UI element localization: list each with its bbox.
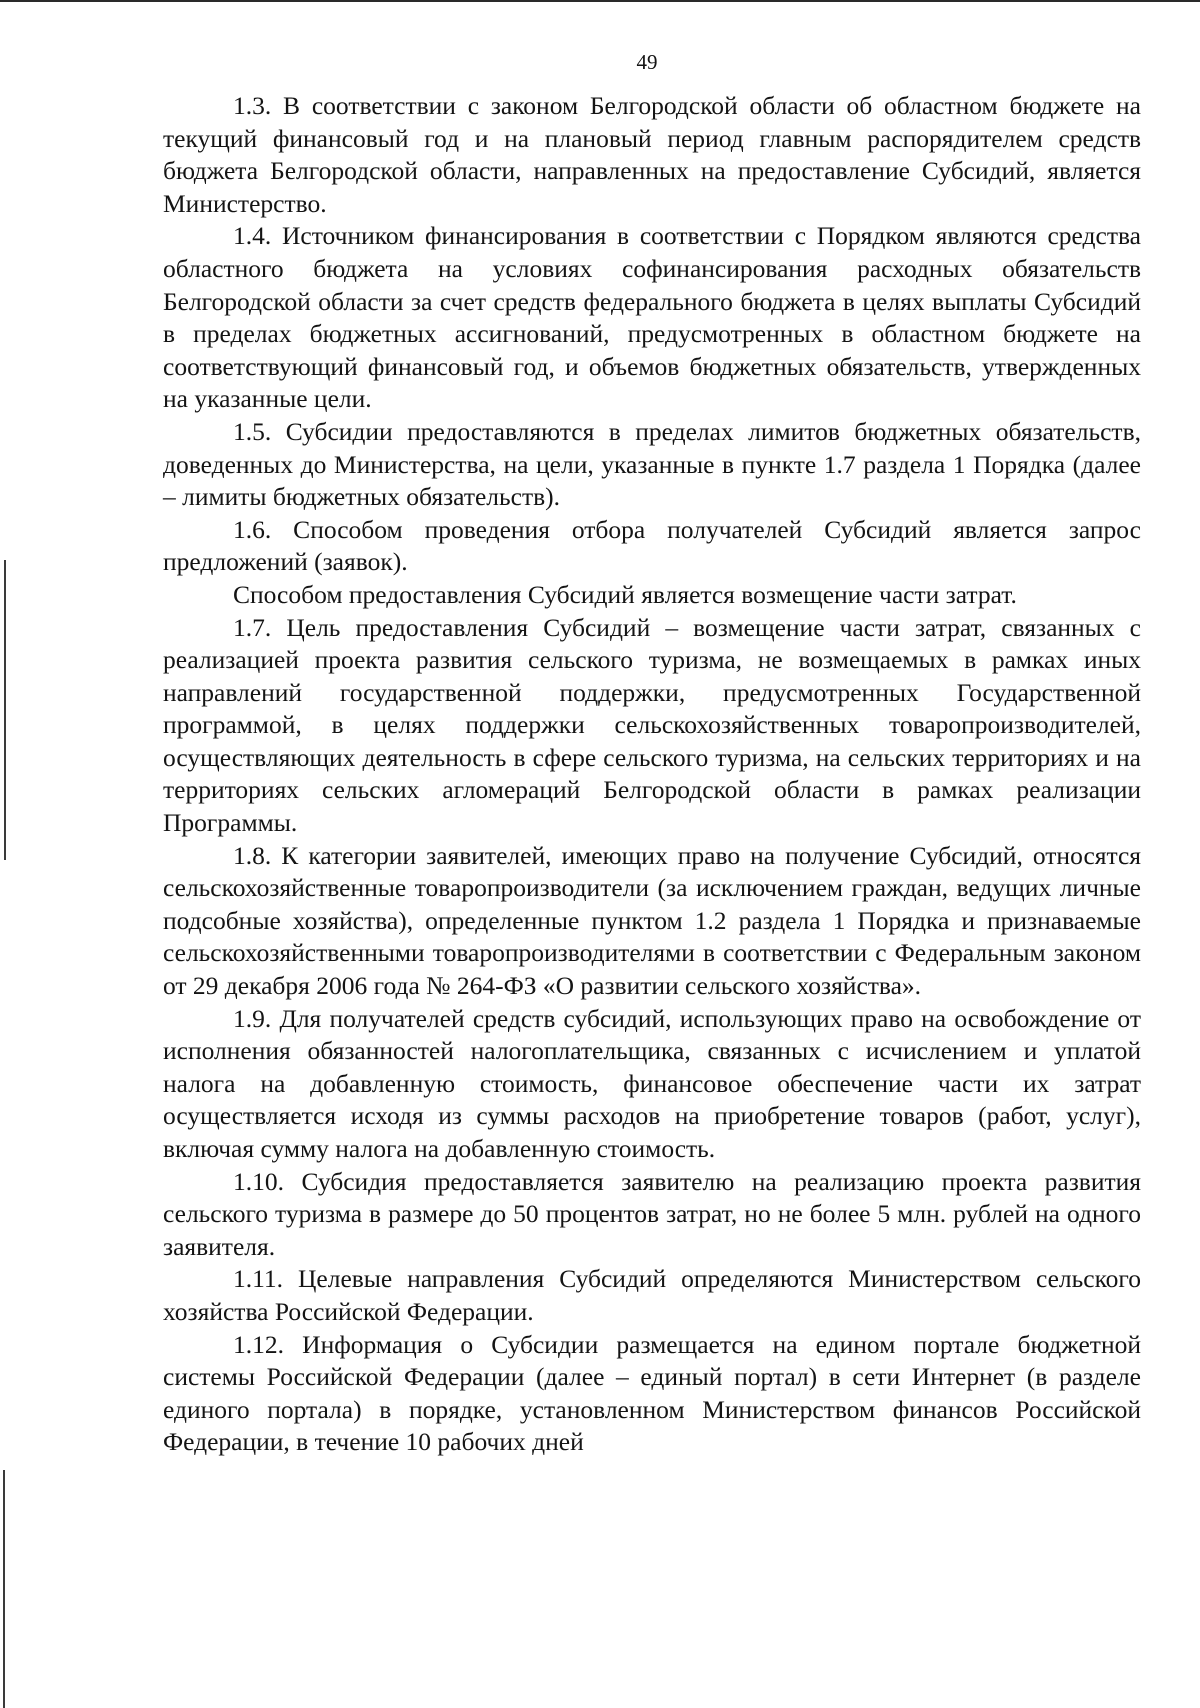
paragraph-1-8: 1.8. К категории заявителей, имеющих право на получение Субсидий, относятся сельскохозяйственные товаропроизводители (за исключением граждан, ведущих личные подсобные хозяйства), определенные пунктом 1.2 раздела 1 Порядка и признаваемые сельскохозяйственными товаропроизводителями в соответствии с Федеральным законом от 29 декабря 2006 года № 264-ФЗ «О развитии сельского хозяйства». xyxy=(163,840,1141,1001)
paragraph-1-5: 1.5. Субсидии предоставляются в пределах лимитов бюджетных обязательств, доведенных до Министерства, на цели, указанные в пункте 1.7 раздела 1 Порядка (далее – лимиты бюджетных обязательств). xyxy=(163,416,1141,512)
paragraph-1-10: 1.10. Субсидия предоставляется заявителю на реализацию проекта развития сельского туризма в размере до 50 процентов затрат, но не более 5 млн. рублей на одного заявителя. xyxy=(163,1166,1141,1261)
paragraph-1-6: 1.6. Способом проведения отбора получателей Субсидий является запрос предложений (заявок). xyxy=(163,514,1141,577)
paragraph-1-7: 1.7. Цель предоставления Субсидий – возмещение части затрат, связанных с реализацией проекта развития сельского туризма, не возмещаемых в рамках иных направлений государственной поддержки, предусмотренных Государственной программой, в целях поддержки сельскохозяйственных товаропроизводителей, осуществляющих деятельность в сфере сельского туризма, на сельских территориях и на территориях сельских агломераций Белгородской области в рамках реализации Программы. xyxy=(163,612,1141,838)
paragraph-1-11: 1.11. Целевые направления Субсидий определяются Министерством сельского хозяйства Российской Федерации. xyxy=(163,1264,1141,1326)
paragraph-1-4: 1.4. Источником финансирования в соответствии с Порядком являются средства областного бюджета на условиях софинансирования расходных обязательств Белгородской области за счет средств федерального бюджета в целях выплаты Субсидий в пределах бюджетных ассигнований, предусмотренных в областном бюджете на соответствующий финансовый год, и объемов бюджетных обязательств, утвержденных на указанные цели. xyxy=(163,221,1141,414)
paragraph-1-9: 1.9. Для получателей средств субсидий, использующих право на освобождение от исполнения обязанностей налогоплательщика, связанных с исчислением и уплатой налога на добавленную стоимость, финансовое обеспечение части их затрат осуществляется исходя из суммы расходов на приобретение товаров (работ, услуг), включая сумму налога на добавленную стоимость. xyxy=(163,1003,1141,1163)
scan-edge-mark xyxy=(3,1470,5,1708)
paragraph-1-3: 1.3. В соответствии с законом Белгородской области об областном бюджете на текущий финансовый год и на плановый период главным распорядителем средств бюджета Белгородской области, направленных на предоставление Субсидий, является Министерство. xyxy=(163,91,1141,218)
scan-edge-mark xyxy=(4,560,6,860)
document-body xyxy=(163,90,1141,1459)
scan-border-top xyxy=(0,0,1200,2)
paragraph-1-12: 1.12. Информация о Субсидии размещается на едином портале бюджетной системы Российской Федерации (далее – единый портал) в сети Интернет (в разделе единого портала) в порядке, установленном Министерством финансов Российской Федерации, в течение 10 рабочих дней xyxy=(163,1329,1141,1457)
paragraph-1-6-method: Способом предоставления Субсидий является возмещение части затрат. xyxy=(233,579,1017,609)
page-number: 49 xyxy=(636,50,658,74)
